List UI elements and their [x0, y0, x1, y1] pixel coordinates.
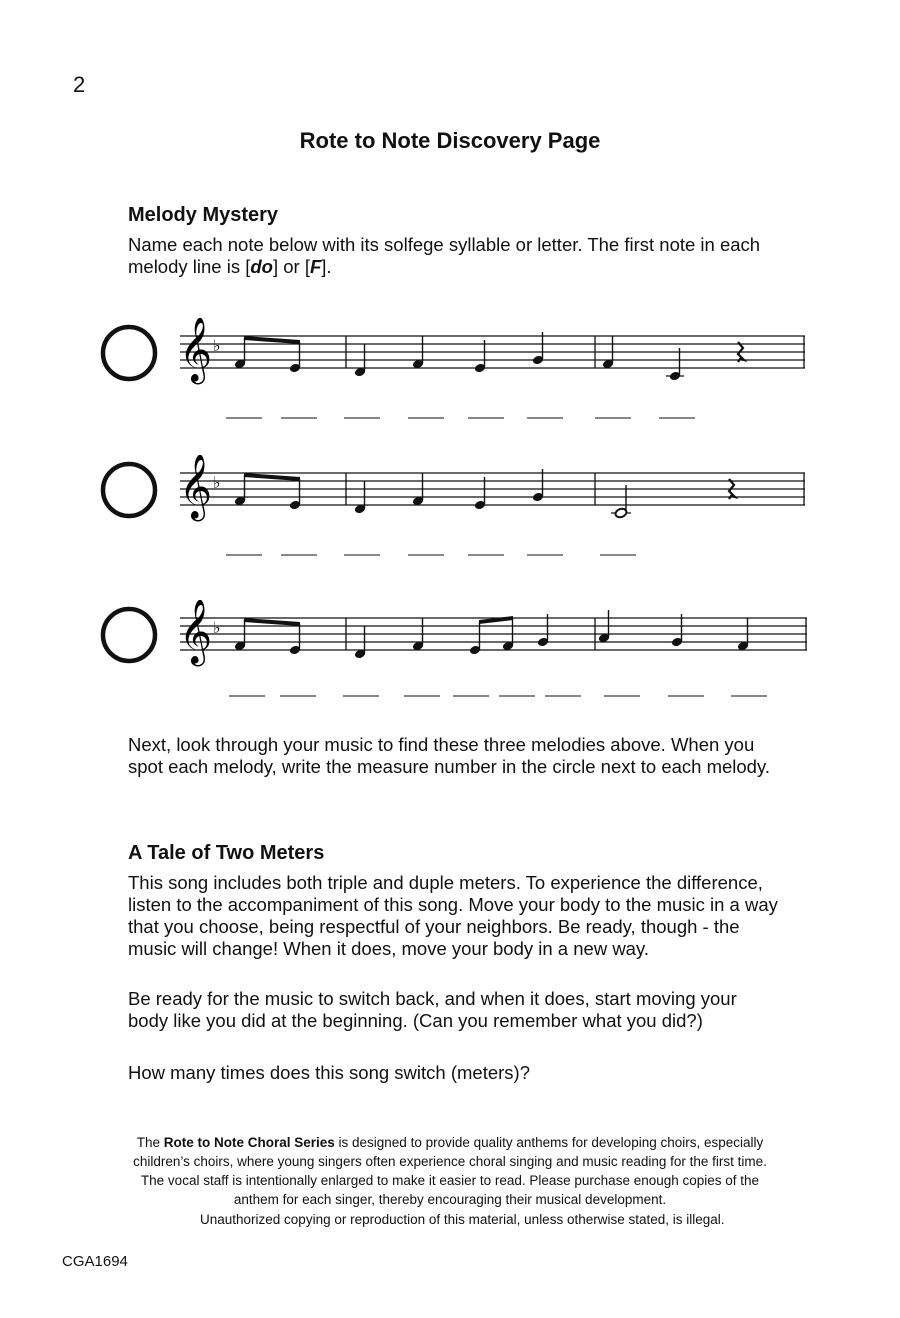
- flat-icon: ♭: [213, 336, 221, 355]
- page-title: Rote to Note Discovery Page: [299, 128, 601, 153]
- note: [532, 332, 544, 365]
- note: [737, 618, 749, 651]
- measure-number-circle[interactable]: [103, 609, 155, 661]
- footer-note-rest: is designed to provide quality anthems for developing choirs, especially children’s choirs, where young singers often experience choral singing and music reading for the first time. The vocal staff is intentionally enlarged to make it easier to read. Please purchase enough copies of the anthem for each singer, thereby encouraging their musical development.: [133, 1135, 767, 1207]
- flat-icon: ♭: [213, 618, 221, 637]
- catalog-number: CGA1694: [62, 1253, 128, 1270]
- meters-paragraph-1: This song includes both triple and duple meters. To experience the difference, listen to the accompaniment of this song. Move your body to the music in a way that you choose, being respectful of your neighbors. Be ready, though - the music will change! When it does, move your body in a new way.: [128, 872, 778, 959]
- treble-clef-icon: 𝄞: [179, 318, 213, 382]
- note: [671, 614, 683, 647]
- melody-2-staff: [95, 455, 815, 567]
- page-number: 2: [73, 72, 86, 97]
- measure-number-circle[interactable]: [103, 464, 155, 516]
- note: [537, 614, 549, 647]
- flat-icon: ♭: [213, 473, 221, 492]
- note: [602, 336, 614, 369]
- footer-legal-notice: Unauthorized copying or reproduction of this material, unless otherwise stated, is illegal.: [200, 1212, 725, 1227]
- note: [412, 473, 424, 506]
- treble-clef-icon: 𝄞: [179, 455, 213, 519]
- melody-3-staff: [95, 600, 815, 712]
- half-note: [611, 485, 631, 519]
- note: [354, 481, 366, 514]
- treble-clef-icon: 𝄞: [179, 600, 213, 664]
- do-syllable: do: [250, 256, 273, 277]
- measure-number-circle[interactable]: [103, 327, 155, 379]
- note: [354, 626, 366, 659]
- instructions-text-c: ].: [321, 256, 332, 277]
- instructions-text-b: ] or [: [272, 256, 310, 277]
- series-name: Rote to Note Choral Series: [163, 1135, 335, 1150]
- note: [474, 477, 486, 510]
- note: [666, 348, 684, 381]
- melody-mystery-heading: Melody Mystery: [128, 204, 279, 226]
- note: [412, 336, 424, 369]
- note: [474, 340, 486, 373]
- tale-of-two-meters-heading: A Tale of Two Meters: [128, 842, 325, 864]
- melody-followup-text: Next, look through your music to find these three melodies above. When you spot each melody, write the measure number in the circle next to each melody.: [128, 734, 770, 777]
- note: [598, 610, 610, 643]
- melody-instructions: [128, 234, 778, 278]
- f-letter: F: [309, 256, 322, 277]
- footer-series-note: [120, 1133, 780, 1209]
- melody-1-staff: [95, 318, 815, 430]
- note: [412, 618, 424, 651]
- footer-note-prefix: The: [136, 1135, 164, 1150]
- note: [532, 469, 544, 502]
- meters-paragraph-3: How many times does this song switch (meters)?: [128, 1062, 530, 1083]
- note: [354, 344, 366, 377]
- meters-paragraph-2: Be ready for the music to switch back, and when it does, start moving your body like you did at the beginning. (Can you remember what you did?): [128, 988, 737, 1031]
- instructions-text-a: Name each note below with its solfege syllable or letter. The first note in each melody line is [: [128, 234, 761, 277]
